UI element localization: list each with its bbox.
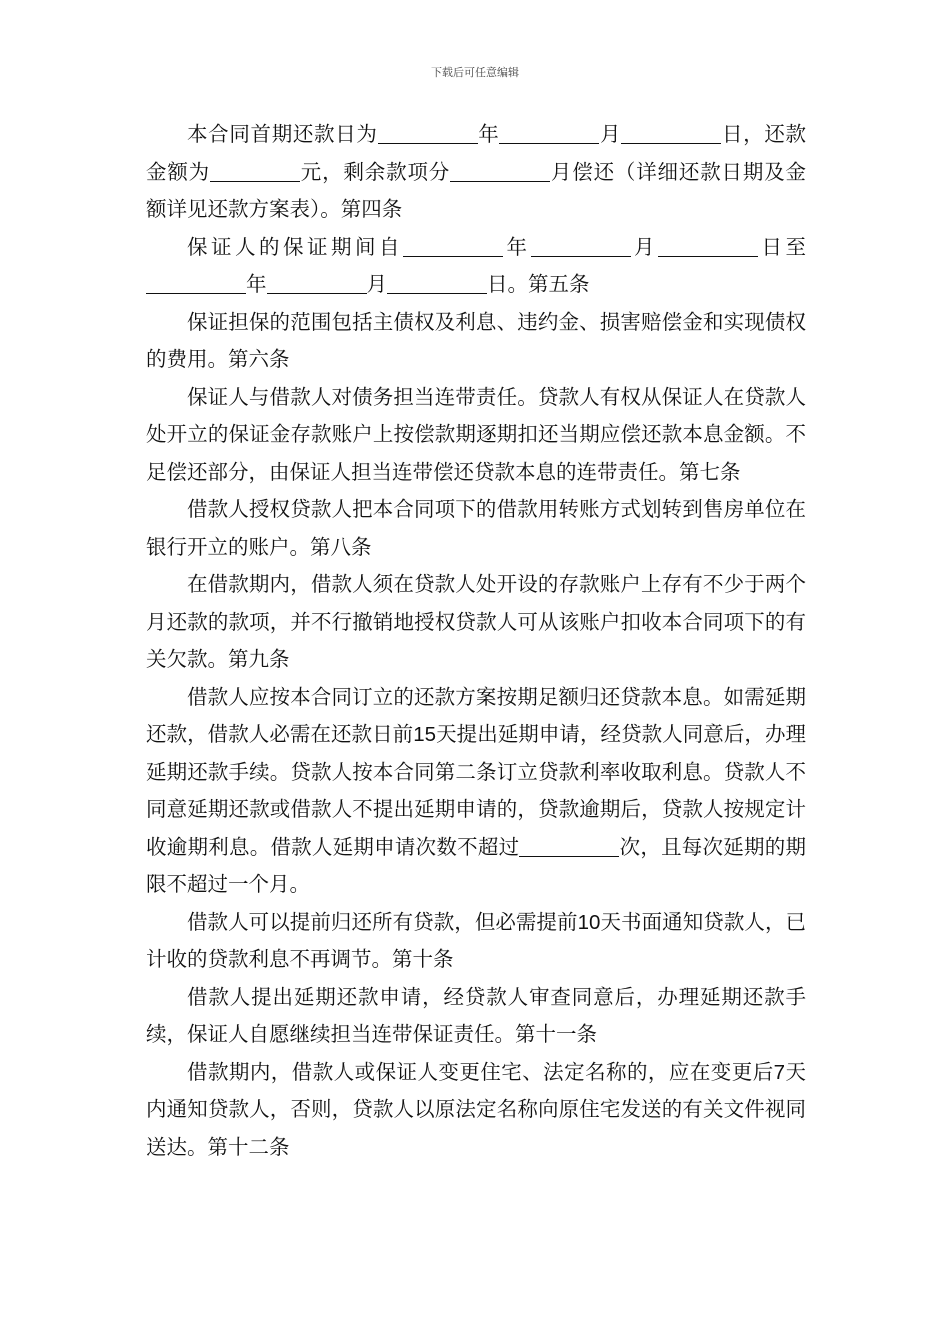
days-number: 10 bbox=[577, 910, 601, 934]
text-segment: 天书面通知贷款人，已计收的贷款利息不再调节。第十条 bbox=[146, 909, 807, 971]
paragraph-deposit-account: 在借款期内，借款人须在贷款人处开设的存款账户上存有不少于两个月还款的款项，并不行撤销地授权贷款人可从该账户扣收本合同项下的有关欠款。第九条 bbox=[146, 572, 806, 671]
text-segment: 日，还款金额为 bbox=[146, 122, 807, 184]
text-segment: 借款人应按本合同订立的还款方案按期足额归还贷款本息。如需延期还款，借款人必需在还款日前 bbox=[146, 684, 806, 746]
blank-start-year-field[interactable] bbox=[403, 234, 503, 257]
text-segment: 元，剩余款项分 bbox=[299, 159, 451, 184]
text-segment: 次，且每次延期的期限不超过一个月。 bbox=[146, 834, 807, 896]
paragraph-transfer-authorization: 借款人授权贷款人把本合同项下的借款用转账方式划转到售房单位在银行开立的账户。第八条 bbox=[146, 497, 806, 559]
text-segment: 年 bbox=[477, 122, 500, 146]
text-segment: 月 bbox=[630, 234, 658, 259]
paragraph-guarantee-period bbox=[146, 229, 806, 304]
blank-end-month-field[interactable] bbox=[267, 271, 367, 294]
paragraph-extension-approval: 借款人提出延期还款申请，经贷款人审查同意后，办理延期还款手续，保证人自愿继续担当连带保证责任。第十一条 bbox=[146, 984, 806, 1046]
text-segment: 保证人的保证期间自 bbox=[187, 234, 403, 259]
contract-body bbox=[146, 116, 806, 1166]
days-number: 15 bbox=[413, 723, 437, 746]
paragraph-guarantee-scope: 保证担保的范围包括主债权及利息、违约金、损害赔偿金和实现债权的费用。第六条 bbox=[146, 309, 806, 371]
text-segment: 借款期内，借款人或保证人变更住宅、法定名称的，应在变更后 bbox=[187, 1059, 774, 1084]
paragraph-address-change bbox=[146, 1054, 806, 1167]
blank-times-field[interactable] bbox=[519, 834, 619, 857]
blank-amount-field[interactable] bbox=[210, 159, 300, 182]
page-header: 下载后可任意编辑 bbox=[431, 66, 519, 79]
text-segment: 月偿还（详细还款日期及金额详见还款方案表）。第四条 bbox=[146, 159, 807, 221]
text-segment: 月 bbox=[599, 122, 622, 146]
blank-month-field[interactable] bbox=[499, 121, 599, 144]
text-segment: 月 bbox=[366, 272, 387, 296]
text-segment: 年 bbox=[246, 272, 267, 296]
text-segment: 借款人可以提前归还所有贷款，但必需提前 bbox=[187, 909, 578, 934]
paragraph-first-repayment bbox=[146, 116, 806, 229]
blank-year-field[interactable] bbox=[378, 121, 478, 144]
days-number: 7 bbox=[773, 1060, 786, 1084]
paragraph-joint-liability: 保证人与借款人对债务担当连带责任。贷款人有权从保证人在贷款人处开立的保证金存款账户上按偿款期逐期扣还当期应偿还款本息金额。不足偿还部分，由保证人担当连带偿还贷款本息的连带责任。第七条 bbox=[146, 384, 806, 484]
blank-start-day-field[interactable] bbox=[658, 234, 758, 257]
blank-end-year-field[interactable] bbox=[146, 271, 246, 294]
blank-end-day-field[interactable] bbox=[387, 271, 487, 294]
text-segment: 天内通知贷款人，否则，贷款人以原法定名称向原住宅发送的有关文件视同送达。第十二条 bbox=[146, 1059, 806, 1159]
paragraph-extension-request bbox=[146, 679, 806, 904]
text-segment: 本合同首期还款日为 bbox=[187, 122, 378, 146]
paragraph-early-repayment bbox=[146, 904, 806, 979]
blank-months-field[interactable] bbox=[450, 159, 550, 182]
text-segment: 年 bbox=[503, 234, 531, 259]
text-segment: 日。第五条 bbox=[487, 272, 590, 296]
text-segment: 日至 bbox=[758, 234, 806, 259]
blank-day-field[interactable] bbox=[621, 121, 721, 144]
blank-start-month-field[interactable] bbox=[531, 234, 631, 257]
text-segment: 天提出延期申请，经贷款人同意后，办理延期还款手续。贷款人按本合同第二条订立贷款利率收取利息。贷款人不同意延期还款或借款人不提出延期申请的，贷款逾期后，贷款人按规定计收逾期利息。借款人延期申请次数不超过 bbox=[146, 722, 807, 859]
